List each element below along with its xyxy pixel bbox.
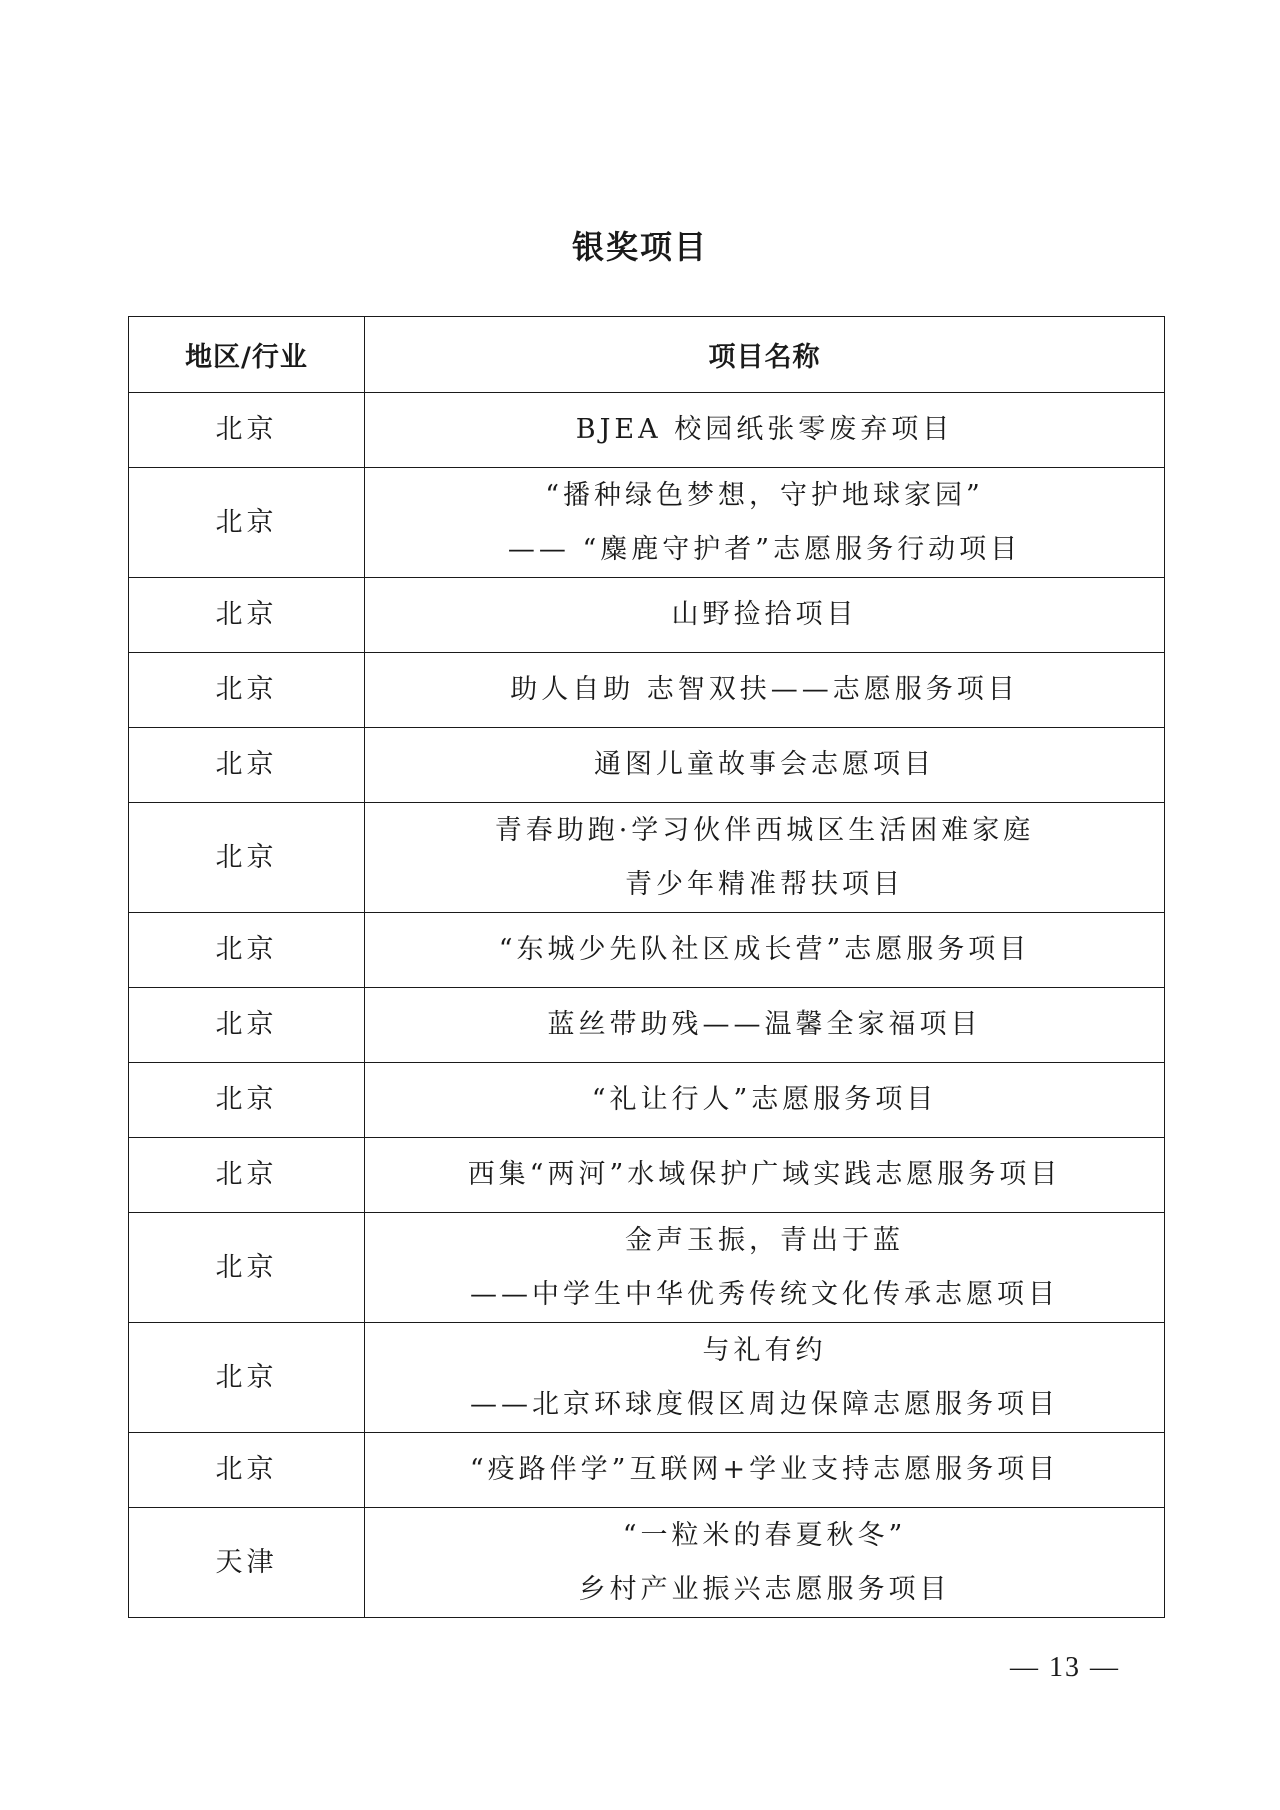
region-cell: 北京 [129,988,365,1063]
header-project-name: 项目名称 [365,317,1165,393]
project-name-cell [365,913,1165,988]
project-name-cell [365,1138,1165,1213]
table-row [129,1323,1165,1433]
project-name-line: ——北京环球度假区周边保障志愿服务项目 [470,1388,1059,1420]
table-row [129,393,1165,468]
table-body [129,393,1165,1618]
project-name-cell [365,728,1165,803]
region-cell: 北京 [129,803,365,913]
table-row [129,913,1165,988]
project-name-cell [365,1323,1165,1433]
project-name-line: 与礼有约 [702,1334,827,1366]
region-cell: 北京 [129,578,365,653]
header-region: 地区/行业 [129,317,365,393]
table-row [129,1213,1165,1323]
project-name-line: “一粒米的春夏秋冬” [622,1519,907,1551]
project-name-line: 青少年精准帮扶项目 [625,868,904,900]
table-row [129,988,1165,1063]
project-name-line: 西集“两河”水域保护广域实践志愿服务项目 [467,1159,1062,1190]
project-name-cell [365,1508,1165,1618]
project-name-cell [365,578,1165,653]
region-cell: 北京 [129,1433,365,1508]
project-name-line: —— “麋鹿守护者”志愿服务行动项目 [507,533,1022,565]
table-row [129,1508,1165,1618]
project-name-line: “疫路伴学”互联网+学业支持志愿服务项目 [469,1454,1060,1485]
region-cell: 北京 [129,728,365,803]
table-row [129,468,1165,578]
table-row [129,1138,1165,1213]
table-row [129,728,1165,803]
page-number: — 13 — [1010,1652,1120,1683]
project-name-line: 青春助跑·学习伙伴西城区生活困难家庭 [494,814,1035,846]
region-cell: 北京 [129,653,365,728]
table-row [129,653,1165,728]
project-name-cell [365,1433,1165,1508]
award-table [128,316,1165,1618]
region-cell: 北京 [129,1138,365,1213]
table-row [129,578,1165,653]
project-name-cell [365,653,1165,728]
table-header-row [129,317,1165,393]
project-name-line: 通图儿童故事会志愿项目 [594,749,935,780]
project-name-line: 助人自助 志智双扶——志愿服务项目 [510,674,1019,705]
project-name-line: “东城少先队社区成长营”志愿服务项目 [498,934,1031,965]
region-cell: 北京 [129,393,365,468]
table-row [129,1063,1165,1138]
project-name-line: 蓝丝带助残——温馨全家福项目 [547,1009,982,1040]
project-name-line: 乡村产业振兴志愿服务项目 [578,1573,951,1605]
region-cell: 北京 [129,1063,365,1138]
project-name-line: “播种绿色梦想，守护地球家园” [545,479,984,511]
region-cell: 北京 [129,913,365,988]
project-name-cell [365,803,1165,913]
project-name-line: 金声玉振，青出于蓝 [625,1224,904,1256]
page-title: 银奖项目 [571,228,708,266]
region-cell: 北京 [129,1323,365,1433]
project-name-cell [365,1063,1165,1138]
project-name-line: ——中学生中华优秀传统文化传承志愿项目 [470,1278,1059,1310]
table-row [129,1433,1165,1508]
project-name-cell [365,988,1165,1063]
region-cell: 天津 [129,1508,365,1618]
project-name-cell [365,393,1165,468]
project-name-cell [365,1213,1165,1323]
project-name-line: BJEA 校园纸张零废弃项目 [575,414,954,445]
region-cell: 北京 [129,468,365,578]
project-name-cell [365,468,1165,578]
table-row [129,803,1165,913]
project-name-line: “礼让行人”志愿服务项目 [591,1084,938,1115]
region-cell: 北京 [129,1213,365,1323]
project-name-line: 山野捡拾项目 [671,599,858,630]
